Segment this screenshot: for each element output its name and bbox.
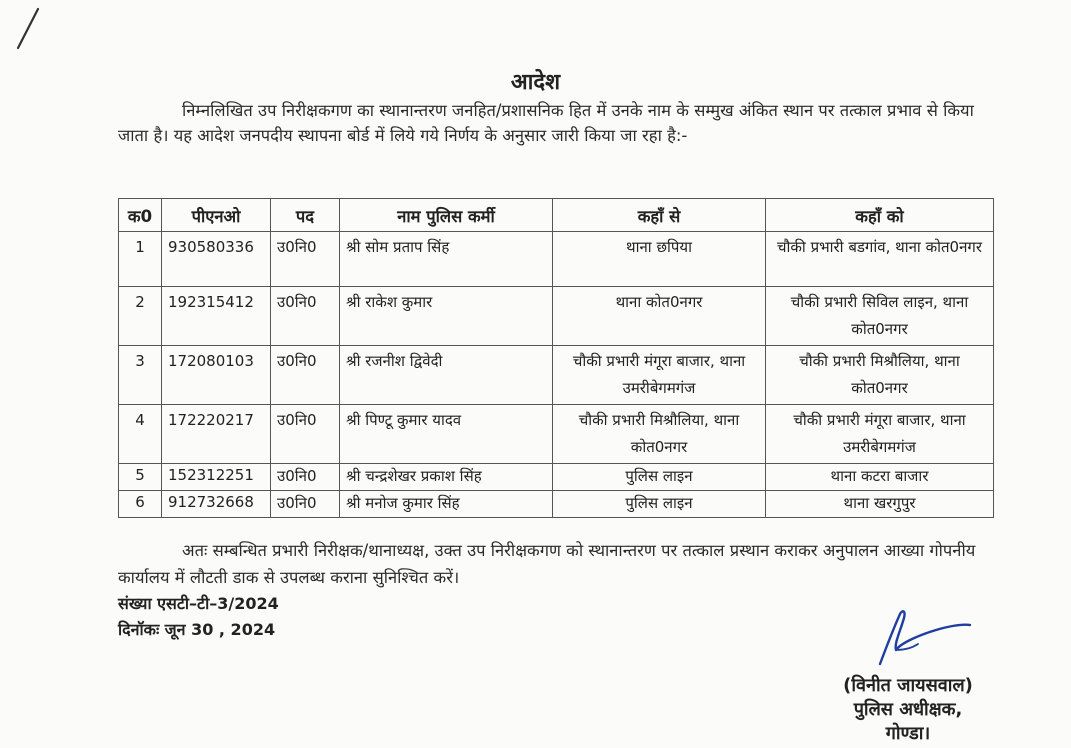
- table-row: [119, 464, 994, 491]
- row-from: चौकी प्रभारी मंगूरा बाजार, थाना उमरीबेगमगंज: [553, 346, 766, 405]
- row-name: श्री चन्द्रशेखर प्रकाश सिंह: [340, 464, 553, 491]
- row-rank: उ0नि0: [271, 405, 340, 464]
- header-from: कहाँ से: [553, 199, 766, 232]
- header-pno: पीएनओ: [162, 199, 271, 232]
- row-serial: 4: [119, 405, 162, 464]
- row-rank: उ0नि0: [271, 491, 340, 518]
- row-from: पुलिस लाइन: [553, 464, 766, 491]
- intro-paragraph: निम्नलिखित उप निरीक्षकगण का स्थानान्तरण जनहित/प्रशासनिक हित में उनके नाम के सम्मुख अंकित स्थान पर तत्काल प्रभाव से किया जाता है। यह आदेश जनपदीय स्थापना बोर्ड में लिये गये निर्णय के अनुसार जारी किया जा रहा है:-: [118, 101, 974, 145]
- handwritten-slash-mark: [12, 6, 42, 52]
- header-to: कहाँ को: [766, 199, 994, 232]
- row-to: चौकी प्रभारी बडगांव, थाना कोत0नगर: [766, 232, 994, 287]
- table-row: [119, 405, 994, 464]
- row-to: चौकी प्रभारी मंगूरा बाजार, थाना उमरीबेगमगंज: [766, 405, 994, 464]
- row-serial: 6: [119, 491, 162, 518]
- closing-paragraph: अतः सम्बन्धित प्रभारी निरीक्षक/थानाध्यक्ष, उक्त उप निरीक्षकगण को स्थानान्तरण पर तत्काल प्रस्थान कराकर अनुपालन आख्या गोपनीय कार्यालय में लौटती डाक से उपलब्ध कराना सुनिश्चित करें।: [118, 541, 976, 587]
- table-row: [119, 491, 994, 518]
- row-serial: 2: [119, 287, 162, 346]
- order-date: दिनॉकः जून 30 , 2024: [118, 620, 276, 639]
- table-row: [119, 287, 994, 346]
- header-serial: क0: [119, 199, 162, 232]
- row-to: चौकी प्रभारी मिश्रौलिया, थाना कोत0नगर: [766, 346, 994, 405]
- page-title: आदेश: [510, 70, 561, 95]
- row-rank: उ0नि0: [271, 464, 340, 491]
- row-pno: 172080103: [162, 346, 271, 405]
- transfer-table: [118, 198, 994, 518]
- signatory-district: गोण्डा।: [885, 723, 931, 744]
- row-from: थाना कोत0नगर: [553, 287, 766, 346]
- row-from: पुलिस लाइन: [553, 491, 766, 518]
- signatory-name: (विनीत जायसवाल): [843, 675, 973, 696]
- row-from: थाना छपिया: [553, 232, 766, 287]
- row-pno: 152312251: [162, 464, 271, 491]
- row-name: श्री सोम प्रताप सिंह: [340, 232, 553, 287]
- table-row: [119, 346, 994, 405]
- signature-image: [866, 604, 976, 668]
- row-name: श्री रजनीश द्विवेदी: [340, 346, 553, 405]
- row-to: चौकी प्रभारी सिविल लाइन, थाना कोत0नगर: [766, 287, 994, 346]
- row-to: थाना कटरा बाजार: [766, 464, 994, 491]
- row-from: चौकी प्रभारी मिश्रौलिया, थाना कोत0नगर: [553, 405, 766, 464]
- row-to: थाना खरगुपुर: [766, 491, 994, 518]
- row-serial: 3: [119, 346, 162, 405]
- row-name: श्री मनोज कुमार सिंह: [340, 491, 553, 518]
- row-pno: 930580336: [162, 232, 271, 287]
- row-pno: 172220217: [162, 405, 271, 464]
- header-rank: पद: [271, 199, 340, 232]
- row-pno: 912732668: [162, 491, 271, 518]
- signatory-designation: पुलिस अधीक्षक,: [853, 699, 963, 720]
- signatory-block: [818, 674, 998, 746]
- header-name: नाम पुलिस कर्मी: [340, 199, 553, 232]
- row-name: श्री राकेश कुमार: [340, 287, 553, 346]
- row-rank: उ0नि0: [271, 232, 340, 287]
- row-name: श्री पिण्टू कुमार यादव: [340, 405, 553, 464]
- row-rank: उ0नि0: [271, 287, 340, 346]
- row-serial: 5: [119, 464, 162, 491]
- row-pno: 192315412: [162, 287, 271, 346]
- table-row: [119, 232, 994, 287]
- reference-number: संख्या एसटी–टी–3/2024: [118, 594, 279, 613]
- table-header-row: [119, 199, 994, 232]
- row-rank: उ0नि0: [271, 346, 340, 405]
- row-serial: 1: [119, 232, 162, 287]
